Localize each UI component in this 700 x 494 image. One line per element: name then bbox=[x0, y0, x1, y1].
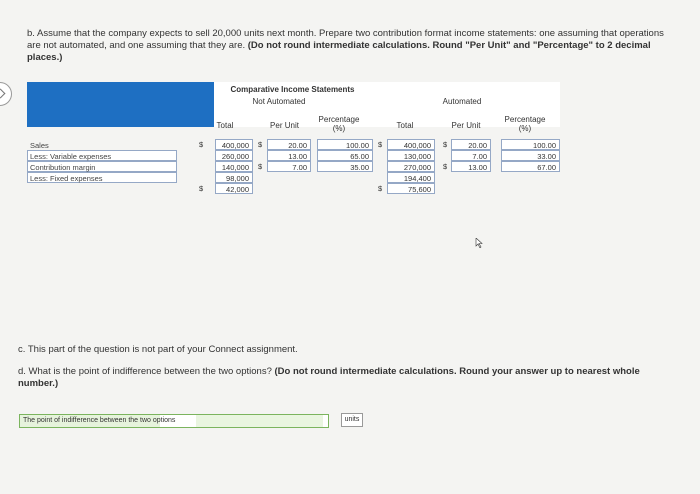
question-d-text: d. What is the point of indifference between the two options? bbox=[18, 366, 275, 377]
na-sales-pct[interactable]: 100.00 bbox=[317, 139, 373, 150]
indifference-answer-row bbox=[19, 414, 329, 428]
row-label[interactable]: Less: Variable expenses bbox=[27, 150, 177, 161]
na-var-total[interactable]: 260,000 bbox=[215, 150, 253, 161]
na-var-unit[interactable]: 13.00 bbox=[267, 150, 311, 161]
a-var-unit[interactable]: 7.00 bbox=[451, 150, 491, 161]
a-sales-total[interactable]: 400,000 bbox=[387, 139, 435, 150]
row-label[interactable]: Contribution margin bbox=[27, 161, 177, 172]
na-sales-unit[interactable]: 20.00 bbox=[267, 139, 311, 150]
question-c: c. This part of the question is not part of your Connect assignment. bbox=[18, 344, 298, 355]
dollar-sign: $ bbox=[378, 140, 383, 149]
question-d bbox=[18, 366, 678, 390]
row-label[interactable]: Less: Fixed expenses bbox=[27, 172, 177, 183]
a-total-header: Total bbox=[396, 121, 414, 130]
na-fixed-total[interactable]: 98,000 bbox=[215, 172, 253, 183]
a-fixed-total[interactable]: 194,400 bbox=[387, 172, 435, 183]
dollar-sign: $ bbox=[258, 140, 263, 149]
dollar-sign: $ bbox=[258, 162, 263, 171]
mouse-cursor-icon bbox=[475, 238, 483, 248]
income-statement-table bbox=[27, 82, 560, 217]
answer-label: The point of indifference between the two options bbox=[23, 417, 176, 424]
na-cm-unit[interactable]: 7.00 bbox=[267, 161, 311, 172]
units-label: units bbox=[341, 413, 363, 427]
not-automated-title: Not Automated bbox=[252, 97, 306, 106]
na-cm-pct[interactable]: 35.00 bbox=[317, 161, 373, 172]
a-var-pct[interactable]: 33.00 bbox=[501, 150, 560, 161]
table-row bbox=[27, 183, 560, 195]
question-b-text: b. Assume that the company expects to sell 20,000 units next month. Prepare two contribution format income statements: one assuming that operations are not automated, and one assuming that they are. bbox=[27, 28, 664, 51]
a-sales-unit[interactable]: 20.00 bbox=[451, 139, 491, 150]
na-percentage-header: Percentage bbox=[318, 115, 360, 124]
a-per-unit-header: Per Unit bbox=[451, 121, 481, 130]
na-noi-total[interactable]: 42,000 bbox=[215, 183, 253, 194]
automated-title: Automated bbox=[442, 97, 482, 106]
dollar-sign: $ bbox=[378, 184, 383, 193]
a-percentage-header: Percentage bbox=[504, 115, 546, 124]
a-cm-pct[interactable]: 67.00 bbox=[501, 161, 560, 172]
dollar-sign: $ bbox=[443, 162, 448, 171]
na-per-unit-header: Per Unit bbox=[270, 121, 299, 130]
indifference-input[interactable] bbox=[196, 415, 323, 427]
na-total-header: Total bbox=[216, 121, 234, 130]
question-b bbox=[27, 28, 677, 64]
a-cm-unit[interactable]: 13.00 bbox=[451, 161, 491, 172]
na-cm-total[interactable]: 140,000 bbox=[215, 161, 253, 172]
a-cm-total[interactable]: 270,000 bbox=[387, 161, 435, 172]
a-var-total[interactable]: 130,000 bbox=[387, 150, 435, 161]
side-panel-toggle[interactable] bbox=[0, 82, 12, 106]
question-b-instructions: (Do not round intermediate calculations. Round "Per Unit" and "Percentage" to 2 decimal places.) bbox=[27, 40, 651, 63]
row-label: Sales bbox=[30, 141, 49, 150]
table-title: Comparative Income Statements bbox=[230, 85, 355, 94]
a-percentage-sub: (%) bbox=[518, 124, 532, 133]
na-percentage-sub: (%) bbox=[332, 124, 346, 133]
na-sales-total[interactable]: 400,000 bbox=[215, 139, 253, 150]
dollar-sign: $ bbox=[199, 140, 204, 149]
na-var-pct[interactable]: 65.00 bbox=[317, 150, 373, 161]
dollar-sign: $ bbox=[443, 140, 448, 149]
question-d-instructions: (Do not round intermediate calculations. Round your answer up to nearest whole number.) bbox=[18, 366, 640, 389]
a-sales-pct[interactable]: 100.00 bbox=[501, 139, 560, 150]
a-noi-total[interactable]: 75,600 bbox=[387, 183, 435, 194]
dollar-sign: $ bbox=[199, 184, 204, 193]
